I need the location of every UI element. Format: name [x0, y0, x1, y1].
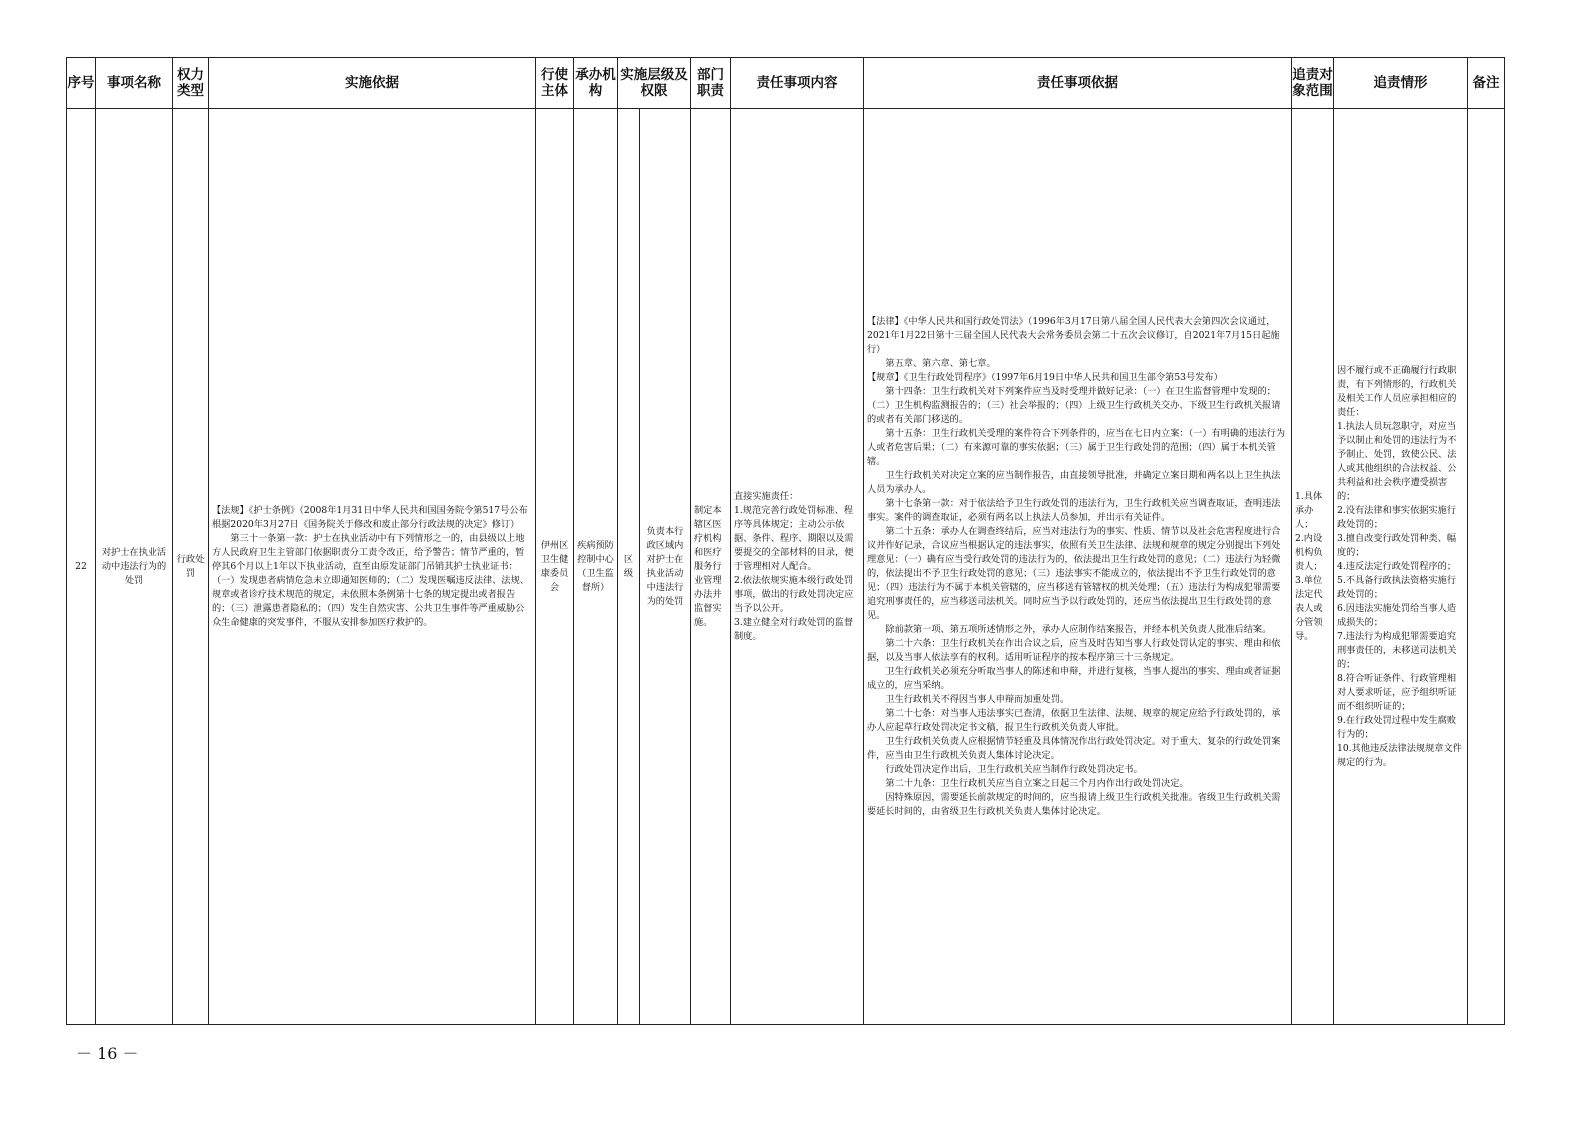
resp-basis-item: 卫生行政机关对决定立案的应当制作报告，由直接领导批准，并确定立案日期和两名以上卫生执法人员为承办人。 [867, 469, 1281, 495]
resp-content-item: 直接实施责任： [734, 490, 799, 502]
resp-basis-item: 卫生行政机关负责人应根据情节轻重及具体情况作出行政处罚决定。对于重大、复杂的行政处罚案件，应当由卫生行政机关负责人集体讨论决定。 [867, 735, 1281, 761]
cell-basis [209, 109, 536, 1025]
header-seq: 序号 [67, 58, 96, 109]
resp-basis-item: 第二十七条：对当事人违法事实已查清，依据卫生法律、法规、规章的规定应给予行政处罚的，承办人应起草行政处罚决定书文稿，报卫生行政机关负责人审批。 [867, 707, 1281, 733]
header-name: 事项名称 [96, 58, 173, 109]
cell-level-tier: 区级 [618, 109, 640, 1025]
account-case-item: 8.符合听证条件、行政管理相对人要求听证，应予组织听证而不组织听证的； [1337, 672, 1457, 712]
resp-basis-item: 【法律】《中华人民共和国行政处罚法》（1996年3月17日第八届全国人民代表大会第四次会议通过，2021年1月22日第十三届全国人民代表大会常务委员会第二十五次会议修订，自2021年7月15日起施行） [867, 315, 1280, 355]
header-dept-duty: 部门职责 [691, 58, 731, 109]
basis-item: 第三十一条第一款：护士在执业活动中有下列情形之一的，由县级以上地方人民政府卫生主管部门依据职责分工责令改正，给予警告；情节严重的，暂停其6个月以上1年以下执业活动，直至由原发证部门吊销其护士执业证书：（一）发现患者病情危急未立即通知医师的；（二）发现医嘱违反法律、法规、规章或者诊疗技术规范的规定，未依照本条例第十七条的规定提出或者报告的；（三）泄露患者隐私的；（四）发生自然灾害、公共卫生事件等严重威胁公众生命健康的突发事件，不服从安排参加医疗救护的。 [212, 532, 529, 628]
header-subject: 行使主体 [536, 58, 574, 109]
account-case-item: 9.在行政处罚过程中发生腐败行为的； [1337, 714, 1457, 740]
cell-power-type: 行政处罚 [173, 109, 209, 1025]
account-scope-item: 1.具体承办人； [1295, 490, 1323, 530]
basis-paragraphs [212, 504, 532, 630]
resp-basis-item: 第二十六条：卫生行政机关在作出合议之后，应当及时告知当事人行政处罚认定的事实、理由和依据，以及当事人依法享有的权利。适用听证程序的按本程序第三十三条规定。 [867, 637, 1281, 663]
resp-basis-item: 因特殊原因，需要延长前款规定的时间的，应当报请上级卫生行政机关批准。省级卫生行政机关需要延长时间的，由省级卫生行政机关负责人集体讨论决定。 [867, 791, 1281, 817]
resp-basis-item: 第十七条第一款：对于依法给予卫生行政处罚的违法行为，卫生行政机关应当调查取证，查明违法事实。案件的调查取证，必须有两名以上执法人员参加，并出示有关证件。 [867, 497, 1281, 523]
account-case-lines [1337, 364, 1464, 770]
header-account-scope: 追责对象范围 [1292, 58, 1334, 109]
account-case-item: 4.违反法定行政处罚程序的； [1337, 560, 1457, 572]
account-case-item: 10.其他违反法律法规规章文件规定的行为。 [1337, 742, 1462, 768]
duty-list-table [66, 57, 1505, 1025]
cell-name: 对护士在执业活动中违法行为的处罚 [96, 109, 173, 1025]
header-resp-content: 责任事项内容 [731, 58, 864, 109]
resp-basis-item: 卫生行政机关不得因当事人申辩而加重处罚。 [885, 693, 1070, 705]
account-scope-item: 3.单位法定代表人或分管领导。 [1295, 574, 1323, 642]
cell-level-scope: 负责本行政区域内对护士在执业活动中违法行为的处罚 [640, 109, 691, 1025]
account-case-item: 1.执法人员玩忽职守，对应当予以制止和处罚的违法行为不予制止、处罚，致使公民、法人或其他组织的合法权益、公共利益和社会秩序遭受损害的； [1337, 420, 1457, 502]
account-case-item: 2.没有法律和事实依据实施行政处罚的； [1337, 504, 1457, 530]
cell-account-scope [1292, 109, 1334, 1025]
cell-resp-content [731, 109, 864, 1025]
account-case-item: 5.不具备行政执法资格实施行政处罚的； [1337, 574, 1457, 600]
account-case-item: 3.擅自改变行政处罚种类、幅度的； [1337, 532, 1457, 558]
resp-content-item: 3.建立健全对行政处罚的监督制度。 [734, 616, 854, 642]
resp-basis-item: 第二十五条：承办人在调查终结后，应当对违法行为的事实、性质、情节以及社会危害程度进行合议并作好记录，合议应当根据认定的违法事实，依照有关卫生法律、法规和规章的规定分别提出下列处理意见：（一）确有应当受行政处罚的违法行为的，依法提出卫生行政处罚的意见；（二）违法行为轻微的，依法提出不予卫生行政处罚的意见；（三）违法事实不能成立的，依法提出不予卫生行政处罚的意见；（四）违法行为不属于本机关管辖的，应当移送有管辖权的机关处理；（五）违法行为构成犯罪需要追究刑事责任的，应当移送司法机关。同时应当予以行政处罚的，还应当依法提出卫生行政处罚的意见。 [867, 525, 1281, 621]
header-remark: 备注 [1468, 58, 1505, 109]
resp-content-lines [734, 490, 860, 644]
cell-subject: 伊州区卫生健康委员会 [536, 109, 574, 1025]
cell-remark [1468, 109, 1505, 1025]
account-scope-item: 2.内设机构负责人； [1295, 532, 1323, 572]
cell-resp-basis [864, 109, 1292, 1025]
resp-basis-paragraphs [867, 315, 1288, 819]
header-resp-basis: 责任事项依据 [864, 58, 1292, 109]
table-row [67, 109, 1505, 1025]
resp-content-item: 1.规范完善行政处罚标准、程序等具体规定；主动公示依据、条件、程序、期限以及需要提交的全部材料的目录，便于管理相对人配合。 [734, 504, 854, 572]
cell-account-case [1334, 109, 1468, 1025]
cell-dept-duty: 制定本辖区医疗机构和医疗服务行业管理办法并监督实施。 [691, 109, 731, 1025]
account-case-item: 因不履行或不正确履行行政职责，有下列情形的，行政机关及相关工作人员应承担相应的责任： [1337, 364, 1457, 418]
header-level: 实施层级及权限 [618, 58, 691, 109]
basis-item: 【法规】《护士条例》（2008年1月31日中华人民共和国国务院令第517号公布根据2020年3月27日《国务院关于修改和废止部分行政法规的决定》修订） [212, 504, 528, 530]
resp-basis-item: 第二十九条：卫生行政机关应当自立案之日起三个月内作出行政处罚决定。 [885, 777, 1189, 789]
header-agency: 承办机构 [574, 58, 618, 109]
account-case-item: 6.因违法实施处罚给当事人造成损失的； [1337, 602, 1457, 628]
resp-basis-item: 第十四条：卫生行政机关对下列案件应当及时受理并做好记录：（一）在卫生监督管理中发现的；（二）卫生机构监测报告的；（三）社会举报的；（四）上级卫生行政机关交办、下级卫生行政机关报请的或者有关部门移送的。 [867, 385, 1281, 425]
page-number: － 16 － [76, 1044, 139, 1063]
account-case-item: 7.违法行为构成犯罪需要追究刑事责任的，未移送司法机关的； [1337, 630, 1457, 670]
account-scope-lines [1295, 490, 1330, 644]
header-power-type: 权力类型 [173, 58, 209, 109]
resp-basis-item: 第五章、第六章、第七章。 [885, 357, 996, 369]
resp-basis-item: 卫生行政机关必须充分听取当事人的陈述和申辩，并进行复核，当事人提出的事实、理由或者证据成立的，应当采纳。 [867, 665, 1281, 691]
cell-agency: 疾病预防控制中心（卫生监督所） [574, 109, 618, 1025]
resp-basis-item: 第十五条：卫生行政机关受理的案件符合下列条件的，应当在七日内立案：（一）有明确的违法行为人或者危害后果；（二）有来源可靠的事实依据；（三）属于卫生行政处罚的范围；（四）属于本机关管辖。 [867, 427, 1286, 467]
resp-content-item: 2.依法依规实施本级行政处罚事项，做出的行政处罚决定应当予以公开。 [734, 574, 854, 614]
cell-seq: 22 [67, 109, 96, 1025]
resp-basis-item: 【规章】《卫生行政处罚程序》（1997年6月19日中华人民共和国卫生部令第53号发布） [867, 371, 1223, 383]
header-account-case: 追责情形 [1334, 58, 1468, 109]
resp-basis-item: 行政处罚决定作出后，卫生行政机关应当制作行政处罚决定书。 [885, 763, 1143, 775]
header-basis: 实施依据 [209, 58, 536, 109]
resp-basis-item: 除前款第一项、第五项所述情形之外，承办人应制作结案报告，并经本机关负责人批准后结案。 [885, 623, 1272, 635]
table-header-row [67, 58, 1505, 109]
